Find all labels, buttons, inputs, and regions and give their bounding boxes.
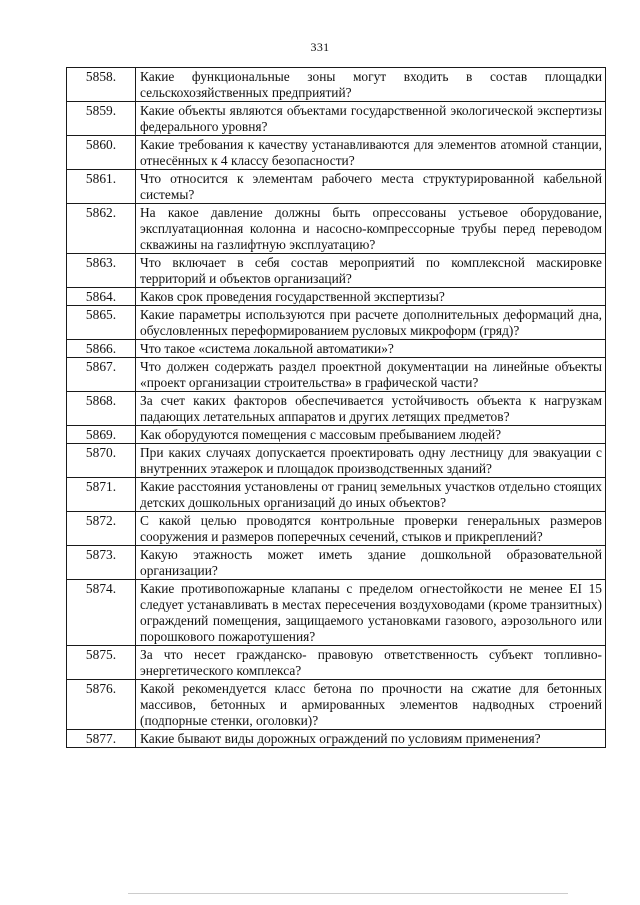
table-row [67,580,606,646]
question-text: С какой целью проводятся контрольные проверки генеральных размеров сооружения и размеров поперечных сечений, стыков и прикреплений? [136,512,606,546]
question-number: 5875. [67,646,136,680]
question-number: 5861. [67,170,136,204]
question-number: 5872. [67,512,136,546]
question-text: Какие бывают виды дорожных ограждений по условиям применения? [136,730,606,748]
question-number: 5865. [67,306,136,340]
question-text: Как оборудуются помещения с массовым пребыванием людей? [136,426,606,444]
table-row [67,204,606,254]
question-text: Что включает в себя состав мероприятий по комплексной маскировке территорий и объектов организаций? [136,254,606,288]
question-number: 5858. [67,68,136,102]
table-row [67,102,606,136]
bottom-rule [128,893,568,894]
question-number: 5871. [67,478,136,512]
question-number: 5873. [67,546,136,580]
question-text: Какие объекты являются объектами государственной экологической экспертизы федерального уровня? [136,102,606,136]
table-row [67,444,606,478]
table-row [67,730,606,748]
table-row [67,254,606,288]
question-text: За счет каких факторов обеспечивается устойчивость объекта к нагрузкам падающих летательных аппаратов и других летящих предметов? [136,392,606,426]
table-row [67,392,606,426]
question-number: 5859. [67,102,136,136]
question-number: 5874. [67,580,136,646]
question-text: Какие параметры используются при расчете дополнительных деформаций дна, обусловленных переформированием русловых микроформ (гряд)? [136,306,606,340]
table-row [67,546,606,580]
question-text: Какие функциональные зоны могут входить в состав площадки сельскохозяйственных предприятий? [136,68,606,102]
question-number: 5862. [67,204,136,254]
table-row [67,68,606,102]
question-number: 5860. [67,136,136,170]
question-text: Какие расстояния установлены от границ земельных участков отдельно стоящих детских дошкольных организаций до иных объектов? [136,478,606,512]
table-row [67,646,606,680]
table-row [67,478,606,512]
question-number: 5876. [67,680,136,730]
question-number: 5866. [67,340,136,358]
table-row [67,170,606,204]
question-text: Какую этажность может иметь здание дошкольной образовательной организации? [136,546,606,580]
question-number: 5863. [67,254,136,288]
table-row [67,426,606,444]
question-text: При каких случаях допускается проектировать одну лестницу для эвакуации с внутренних этажерок и площадок производственных зданий? [136,444,606,478]
table-row [67,136,606,170]
question-number: 5869. [67,426,136,444]
table-row [67,306,606,340]
table-row [67,358,606,392]
table-row [67,340,606,358]
question-text: Что такое «система локальной автоматики»? [136,340,606,358]
question-text: За что несет гражданско- правовую ответственность субъект топливно-энергетического комплекса? [136,646,606,680]
table-row [67,288,606,306]
question-text: Что относится к элементам рабочего места структурированной кабельной системы? [136,170,606,204]
table-row [67,680,606,730]
question-text: Каков срок проведения государственной экспертизы? [136,288,606,306]
table-row [67,512,606,546]
question-number: 5867. [67,358,136,392]
page-number: 331 [310,40,330,54]
question-text: Какой рекомендуется класс бетона по прочности на сжатие для бетонных массивов, бетонных и армированных элементов надводных строений (подпорные стенки, оголовки)? [136,680,606,730]
question-text: Что должен содержать раздел проектной документации на линейные объекты «проект организации строительства» в графической части? [136,358,606,392]
question-number: 5868. [67,392,136,426]
question-number: 5864. [67,288,136,306]
question-text: На какое давление должны быть опрессованы устьевое оборудование, эксплуатационная колонна и насосно-компрессорные трубы перед переводом скважины на газлифтную эксплуатацию? [136,204,606,254]
question-number: 5870. [67,444,136,478]
question-number: 5877. [67,730,136,748]
question-text: Какие противопожарные клапаны с пределом огнестойкости не менее EI 15 следует устанавливать в местах пересечения воздуховодами (кроме транзитных) ограждений помещения, защищаемого установками газового, аэрозольного или порошкового пожаротушения? [136,580,606,646]
questions-table [66,67,606,748]
question-text: Какие требования к качеству устанавливаются для элементов атомной станции, отнесённых к 4 классу безопасности? [136,136,606,170]
